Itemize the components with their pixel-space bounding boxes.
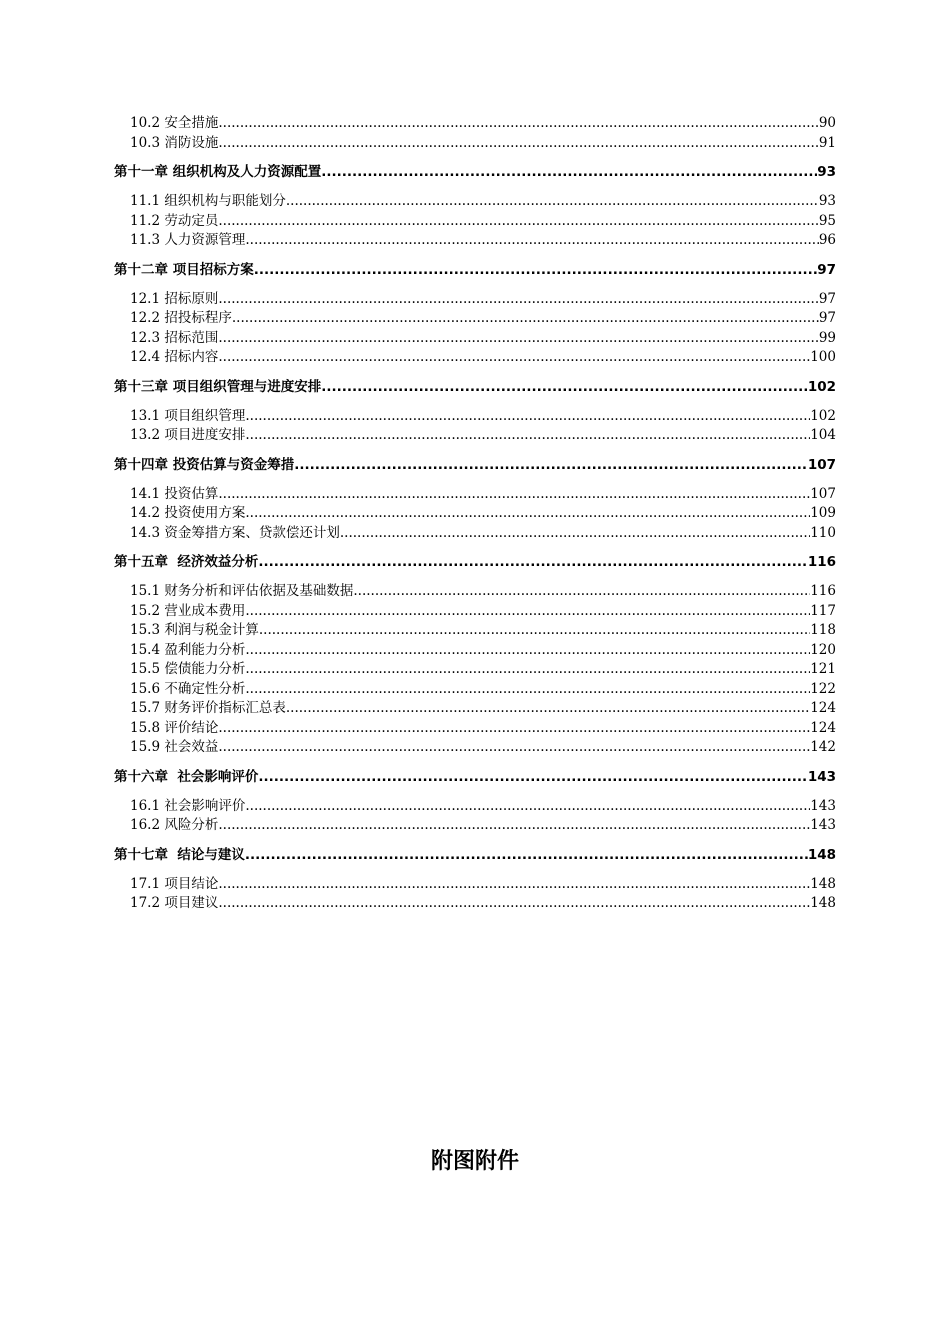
toc-entry[interactable] <box>114 485 836 505</box>
toc-chapter-heading[interactable] <box>114 378 836 397</box>
toc-page-number: 97 <box>818 290 836 307</box>
toc-entry-label: 12.2 招投标程序 <box>130 310 232 326</box>
toc-entry-label: 16.2 风险分析 <box>130 817 219 833</box>
toc-page-number: 121 <box>810 661 836 677</box>
toc-page-number: 148 <box>810 895 836 911</box>
dot-leader <box>245 660 810 680</box>
dot-leader <box>294 456 808 475</box>
toc-page-number: 93 <box>817 164 836 180</box>
toc-page-number: 97 <box>818 310 836 326</box>
dot-leader <box>245 231 818 251</box>
dot-leader <box>218 719 810 739</box>
dot-leader <box>286 699 810 719</box>
toc-entry-label: 16.1 社会影响评价 <box>130 797 246 814</box>
toc-page-number: 124 <box>810 700 836 716</box>
dot-leader <box>340 524 810 544</box>
toc-chapter-heading[interactable] <box>114 261 836 280</box>
appendix-heading: 附图附件 <box>430 1149 519 1174</box>
toc-page-number: 143 <box>807 768 836 785</box>
toc-entry[interactable] <box>114 134 836 154</box>
toc-chapter-group <box>114 768 836 836</box>
toc-entry-label: 15.8 评价结论 <box>130 719 219 736</box>
table-of-contents <box>114 114 836 914</box>
toc-entry-label: 11.1 组织机构与职能划分 <box>130 193 286 209</box>
dot-leader <box>245 641 810 661</box>
dot-leader <box>218 329 818 349</box>
dot-leader <box>218 875 810 895</box>
toc-entry[interactable] <box>114 212 836 232</box>
dot-leader <box>218 894 810 914</box>
toc-entry[interactable] <box>114 504 836 524</box>
toc-page-number: 143 <box>810 817 836 833</box>
dot-leader <box>258 768 807 787</box>
toc-entry-label: 12.3 招标范围 <box>130 329 219 346</box>
toc-chapter-group <box>114 378 836 446</box>
toc-chapter-group <box>114 846 836 914</box>
dot-leader <box>321 163 817 182</box>
toc-chapter-group <box>114 114 836 153</box>
toc-entry-label: 11.2 劳动定员 <box>130 212 219 229</box>
dot-leader <box>245 407 810 427</box>
toc-entry-label: 15.3 利润与税金计算 <box>130 622 259 638</box>
toc-entry-label: 15.2 营业成本费用 <box>130 602 246 619</box>
toc-entry-label: 11.3 人力资源管理 <box>130 232 246 248</box>
toc-page-number: 110 <box>810 524 836 541</box>
toc-entry-label: 14.2 投资使用方案 <box>130 505 246 521</box>
dot-leader <box>218 290 818 310</box>
toc-entry[interactable] <box>114 875 836 895</box>
toc-entry[interactable] <box>114 719 836 739</box>
toc-page-number: 122 <box>810 680 836 697</box>
toc-chapter-heading[interactable] <box>114 846 836 865</box>
toc-page-number: 120 <box>810 641 836 658</box>
dot-leader <box>254 261 818 280</box>
toc-page-number: 90 <box>818 115 836 131</box>
toc-entry[interactable] <box>114 524 836 544</box>
dot-leader <box>245 846 808 865</box>
toc-page-number: 118 <box>810 622 836 638</box>
toc-entry[interactable] <box>114 348 836 368</box>
toc-entry[interactable] <box>114 309 836 329</box>
dot-leader <box>245 504 810 524</box>
toc-chapter-label: 第十一章 组织机构及人力资源配置 <box>114 164 322 180</box>
toc-entry-label: 15.4 盈利能力分析 <box>130 641 246 658</box>
toc-chapter-heading[interactable] <box>114 768 836 787</box>
toc-entry-label: 12.1 招标原则 <box>130 290 219 307</box>
toc-entry-label: 13.2 项目进度安排 <box>130 427 246 443</box>
toc-page-number: 100 <box>810 349 836 365</box>
toc-page-number: 99 <box>818 329 836 346</box>
toc-chapter-heading[interactable] <box>114 456 836 475</box>
toc-entry[interactable] <box>114 192 836 212</box>
toc-page-number: 97 <box>817 261 836 278</box>
toc-page-number: 142 <box>810 739 836 755</box>
toc-page-number: 143 <box>810 797 836 814</box>
toc-chapter-heading[interactable] <box>114 163 836 182</box>
toc-entry-label: 15.6 不确定性分析 <box>130 680 246 697</box>
toc-entry-label: 15.5 偿债能力分析 <box>130 661 246 677</box>
toc-entry[interactable] <box>114 816 836 836</box>
dot-leader <box>218 348 810 368</box>
toc-entry-label: 13.1 项目组织管理 <box>130 407 246 424</box>
toc-chapter-group <box>114 163 836 251</box>
dot-leader <box>218 134 818 154</box>
dot-leader <box>353 582 810 602</box>
toc-entry[interactable] <box>114 738 836 758</box>
dot-leader <box>259 621 810 641</box>
toc-page-number: 117 <box>810 602 836 619</box>
dot-leader <box>232 309 819 329</box>
dot-leader <box>218 738 810 758</box>
toc-entry[interactable] <box>114 582 836 602</box>
toc-entry-label: 14.3 资金筹措方案、贷款偿还计划 <box>130 524 340 541</box>
toc-chapter-group <box>114 553 836 758</box>
toc-entry[interactable] <box>114 329 836 349</box>
toc-entry[interactable] <box>114 699 836 719</box>
toc-page-number: 91 <box>818 134 836 151</box>
dot-leader <box>218 212 818 232</box>
dot-leader <box>218 485 810 505</box>
toc-entry-label: 15.7 财务评价指标汇总表 <box>130 700 286 716</box>
toc-chapter-label: 第十七章 结论与建议 <box>114 846 245 863</box>
toc-page-number: 148 <box>807 846 836 863</box>
toc-entry[interactable] <box>114 602 836 622</box>
dot-leader <box>218 816 810 836</box>
toc-chapter-label: 第十五章 经济效益分析 <box>114 554 259 570</box>
toc-chapter-label: 第十四章 投资估算与资金筹措 <box>114 456 295 473</box>
toc-entry-label: 14.1 投资估算 <box>130 485 219 502</box>
toc-entry[interactable] <box>114 621 836 641</box>
toc-entry-label: 12.4 招标内容 <box>130 349 219 365</box>
toc-page-number: 102 <box>807 378 836 395</box>
toc-entry[interactable] <box>114 797 836 817</box>
toc-entry[interactable] <box>114 231 836 251</box>
toc-entry[interactable] <box>114 660 836 680</box>
toc-page-number: 116 <box>807 554 836 570</box>
toc-page-number: 107 <box>810 485 836 502</box>
toc-page-number: 102 <box>810 407 836 424</box>
toc-chapter-label: 第十三章 项目组织管理与进度安排 <box>114 378 322 395</box>
dot-leader <box>286 192 819 212</box>
dot-leader <box>245 426 810 446</box>
toc-chapter-label: 第十六章 社会影响评价 <box>114 768 259 785</box>
dot-leader <box>321 378 808 397</box>
toc-chapter-label: 第十二章 项目招标方案 <box>114 261 254 278</box>
toc-page-number: 107 <box>807 456 836 473</box>
toc-entry[interactable] <box>114 680 836 700</box>
dot-leader <box>245 680 810 700</box>
toc-page-number: 109 <box>810 505 836 521</box>
toc-entry[interactable] <box>114 407 836 427</box>
toc-entry-label: 17.1 项目结论 <box>130 875 219 892</box>
toc-entry-label: 17.2 项目建议 <box>130 895 219 911</box>
toc-entry[interactable] <box>114 426 836 446</box>
dot-leader <box>245 602 810 622</box>
toc-page-number: 148 <box>810 875 836 892</box>
toc-entry[interactable] <box>114 894 836 914</box>
toc-page-number: 95 <box>818 212 836 229</box>
toc-entry[interactable] <box>114 290 836 310</box>
toc-entry-label: 10.3 消防设施 <box>130 134 219 151</box>
toc-entry-label: 15.9 社会效益 <box>130 739 219 755</box>
toc-page-number: 104 <box>810 427 836 443</box>
toc-chapter-group <box>114 261 836 368</box>
toc-entry-label: 10.2 安全措施 <box>130 115 219 131</box>
dot-leader <box>245 797 810 817</box>
toc-chapter-heading[interactable] <box>114 553 836 572</box>
toc-chapter-group <box>114 456 836 544</box>
toc-page-number: 93 <box>818 193 836 209</box>
toc-entry[interactable] <box>114 641 836 661</box>
toc-page-number: 96 <box>818 232 836 248</box>
dot-leader <box>218 114 818 134</box>
dot-leader <box>258 553 807 572</box>
toc-page-number: 124 <box>810 719 836 736</box>
toc-page-number: 116 <box>810 583 836 599</box>
toc-entry[interactable] <box>114 114 836 134</box>
toc-entry-label: 15.1 财务分析和评估依据及基础数据 <box>130 583 354 599</box>
